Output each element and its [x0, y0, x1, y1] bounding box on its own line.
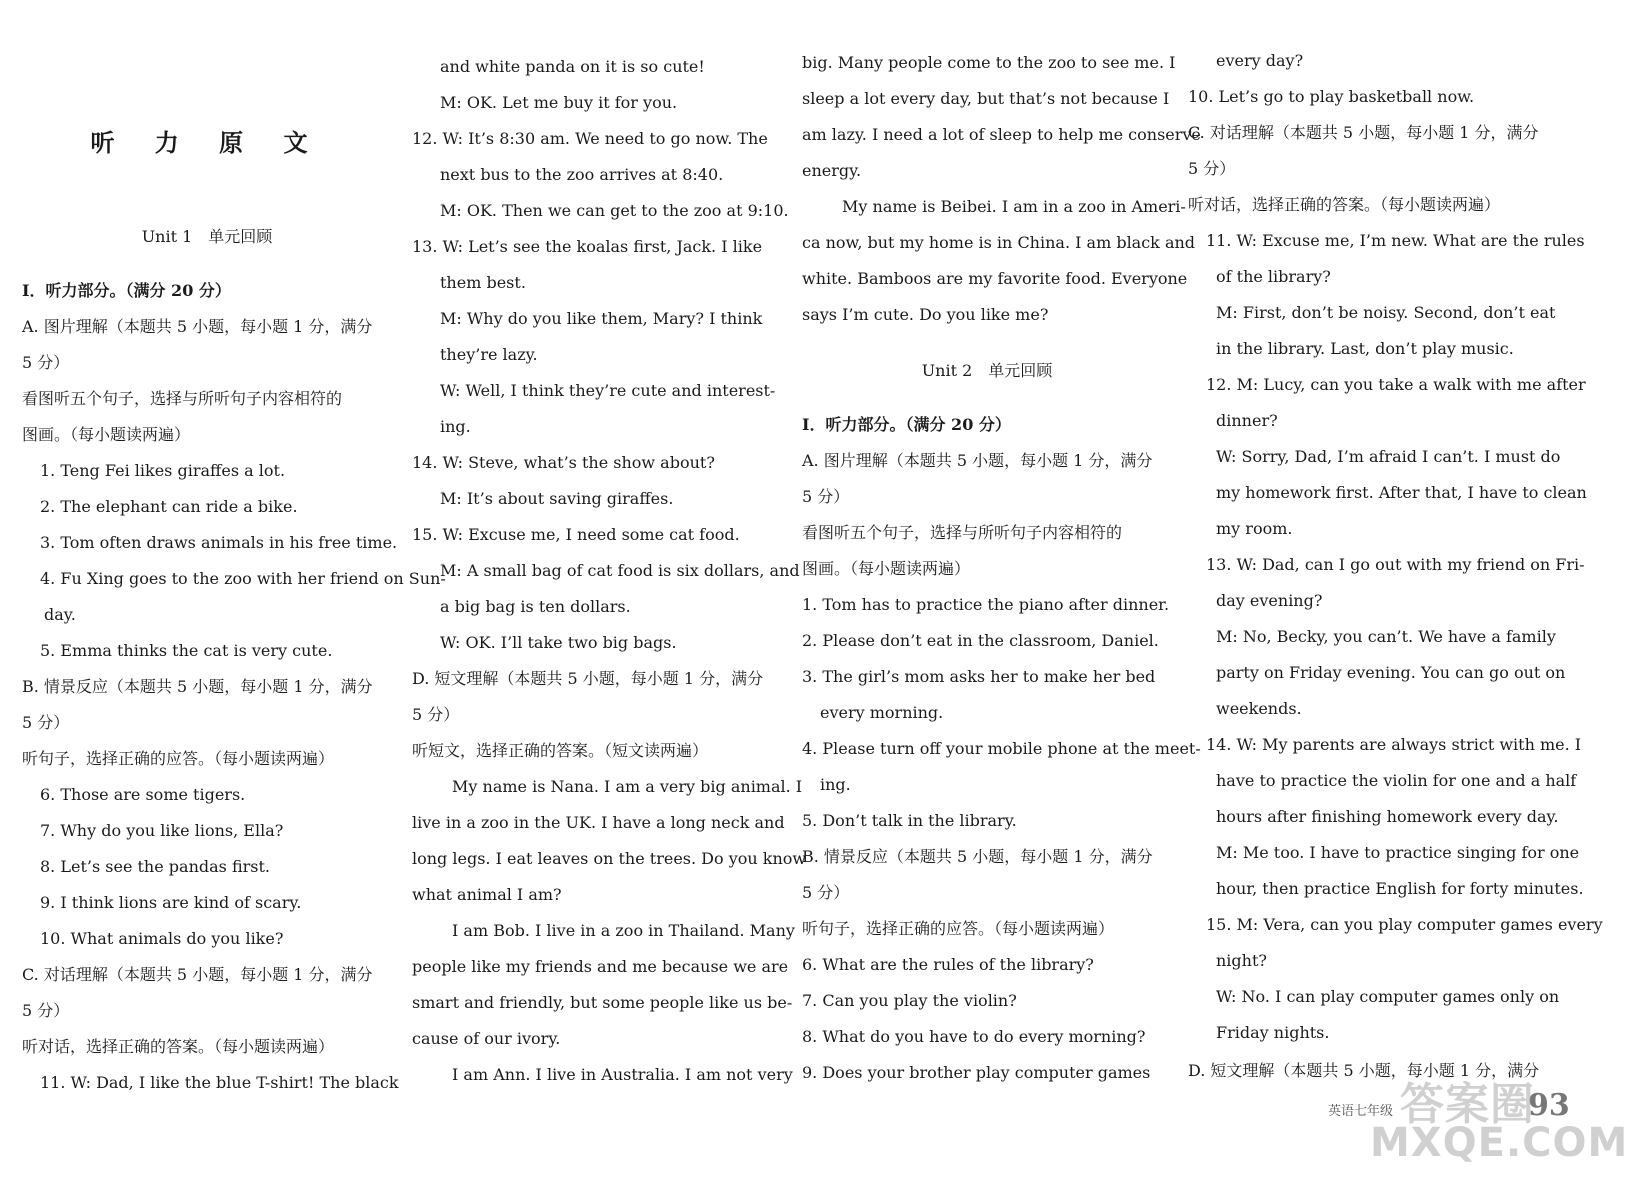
text-line: D. 短文理解（本题共 5 小题，每小题 1 分，满分 — [412, 669, 764, 688]
text-line: 看图听五个句子，选择与所听句子内容相符的 — [802, 523, 1123, 542]
footer-book-label: 英语七年级 — [1328, 1104, 1394, 1119]
text-line: 5 分） — [22, 353, 70, 372]
text-line: I am Ann. I live in Australia. I am not very — [452, 1065, 793, 1084]
text-line: 7. Can you play the violin? — [802, 991, 1017, 1010]
unit2-heading: Unit 2 单元回顾 — [921, 361, 1053, 380]
text-line: M: A small bag of cat food is six dollars, and — [440, 561, 800, 580]
text-line: 5 分） — [22, 713, 70, 732]
text-line: ing. — [820, 775, 851, 794]
text-line: 看图听五个句子，选择与所听句子内容相符的 — [22, 389, 343, 408]
text-line: 5 分） — [802, 487, 850, 506]
text-line: 5 分） — [802, 883, 850, 902]
unit1-heading: Unit 1 单元回顾 — [141, 227, 273, 246]
text-line: 5 分） — [22, 1001, 70, 1020]
text-line: I am Bob. I live in a zoo in Thailand. Many — [452, 921, 795, 940]
text-line: 9. I think lions are kind of scary. — [40, 893, 302, 912]
text-line: my homework first. After that, I have to clean — [1216, 483, 1587, 502]
text-line: 听短文，选择正确的答案。（短文读两遍） — [412, 741, 709, 760]
text-line: 3. The girl’s mom asks her to make her bed — [802, 667, 1156, 686]
watermark-url: MXQE.COM — [1370, 1120, 1628, 1166]
text-line: 11. W: Dad, I like the blue T-shirt! The black — [40, 1073, 399, 1092]
text-line: B. 情景反应（本题共 5 小题，每小题 1 分，满分 — [802, 847, 1153, 866]
text-line: day evening? — [1216, 591, 1323, 610]
text-line: 1. Tom has to practice the piano after dinner. — [802, 595, 1170, 614]
text-line: them best. — [440, 273, 526, 292]
text-line: smart and friendly, but some people like us be- — [412, 993, 793, 1012]
text-line: Friday nights. — [1216, 1023, 1330, 1042]
text-line: 8. What do you have to do every morning? — [802, 1027, 1146, 1046]
text-line: 6. Those are some tigers. — [40, 785, 246, 804]
text-line: have to practice the violin for one and a half — [1216, 771, 1577, 790]
text-line: A. 图片理解（本题共 5 小题，每小题 1 分，满分 — [22, 317, 373, 336]
text-line: 12. W: It’s 8:30 am. We need to go now. The — [412, 129, 768, 148]
text-line: every morning. — [820, 703, 944, 722]
text-line: 15. W: Excuse me, I need some cat food. — [412, 525, 740, 544]
text-line: 7. Why do you like lions, Ella? — [40, 821, 284, 840]
text-line: of the library? — [1216, 267, 1331, 286]
text-line: 5. Emma thinks the cat is very cute. — [40, 641, 333, 660]
text-line: and white panda on it is so cute! — [440, 57, 705, 76]
text-line: 12. M: Lucy, can you take a walk with me after — [1206, 375, 1586, 394]
text-line: M: OK. Let me buy it for you. — [440, 93, 678, 112]
text-line: 6. What are the rules of the library? — [802, 955, 1094, 974]
text-line: weekends. — [1216, 699, 1302, 718]
text-line: day. — [44, 605, 76, 624]
text-line: 4. Fu Xing goes to the zoo with her friend on Sun- — [40, 569, 446, 588]
text-line: in the library. Last, don’t play music. — [1216, 339, 1514, 358]
text-line: party on Friday evening. You can go out on — [1216, 663, 1566, 682]
text-line: every day? — [1216, 51, 1304, 70]
text-line: hours after finishing homework every day. — [1216, 807, 1559, 826]
text-line: night? — [1216, 951, 1267, 970]
text-line: 13. W: Dad, can I go out with my friend on Fri- — [1206, 555, 1585, 574]
text-line: my room. — [1216, 519, 1293, 538]
text-line: they’re lazy. — [440, 345, 538, 364]
text-line: 5 分） — [1188, 159, 1236, 178]
text-line: 9. Does your brother play computer games — [802, 1063, 1151, 1082]
text-line: 2. The elephant can ride a bike. — [40, 497, 298, 516]
text-line: C. 对话理解（本题共 5 小题，每小题 1 分，满分 — [1188, 123, 1539, 142]
text-line: 5. Don’t talk in the library. — [802, 811, 1017, 830]
text-line: 10. Let’s go to play basketball now. — [1188, 87, 1475, 106]
text-line: D. 短文理解（本题共 5 小题，每小题 1 分，满分 — [1188, 1061, 1540, 1080]
text-line: 5 分） — [412, 705, 460, 724]
text-line: energy. — [802, 161, 862, 180]
text-line: ca now, but my home is in China. I am black and — [802, 233, 1196, 252]
text-line: 10. What animals do you like? — [40, 929, 284, 948]
text-line: M: First, don’t be noisy. Second, don’t eat — [1216, 303, 1556, 322]
text-line: A. 图片理解（本题共 5 小题，每小题 1 分，满分 — [802, 451, 1153, 470]
text-line: 1. Teng Fei likes giraffes a lot. — [40, 461, 286, 480]
text-line: My name is Beibei. I am in a zoo in Ameri- — [842, 197, 1186, 216]
text-line: what animal I am? — [412, 885, 562, 904]
text-line: 听句子，选择正确的应答。（每小题读两遍） — [22, 749, 335, 768]
text-line: M: Me too. I have to practice singing for one — [1216, 843, 1580, 862]
text-line: sleep a lot every day, but that’s not because I — [802, 89, 1170, 108]
page-number: 93 — [1528, 1088, 1570, 1123]
text-line: 14. W: My parents are always strict with me. I — [1206, 735, 1582, 754]
text-line: 15. M: Vera, can you play computer games every — [1206, 915, 1603, 934]
text-line: M: It’s about saving giraffes. — [440, 489, 674, 508]
text-line: M: Why do you like them, Mary? I think — [440, 309, 763, 328]
text-line: M: OK. Then we can get to the zoo at 9:10. — [440, 201, 789, 220]
text-line: 听对话，选择正确的答案。（每小题读两遍） — [22, 1037, 335, 1056]
text-line: W: OK. I’ll take two big bags. — [440, 633, 677, 652]
text-line: hour, then practice English for forty minutes. — [1216, 879, 1584, 898]
text-line: 13. W: Let’s see the koalas first, Jack. I like — [412, 237, 763, 256]
text-line: says I’m cute. Do you like me? — [802, 305, 1049, 324]
text-line: long legs. I eat leaves on the trees. Do you know — [412, 849, 807, 868]
watermark-logo: 答案圈 — [1400, 1079, 1535, 1130]
text-line: cause of our ivory. — [412, 1029, 561, 1048]
text-line: 4. Please turn off your mobile phone at the meet- — [802, 739, 1201, 758]
text-line: 听句子，选择正确的应答。（每小题读两遍） — [802, 919, 1115, 938]
text-line: people like my friends and me because we are — [412, 957, 789, 976]
text-line: W: Sorry, Dad, I’m afraid I can’t. I must do — [1216, 447, 1561, 466]
text-line: C. 对话理解（本题共 5 小题，每小题 1 分，满分 — [22, 965, 373, 984]
text-line: next bus to the zoo arrives at 8:40. — [440, 165, 724, 184]
text-line: 图画。（每小题读两遍） — [22, 425, 191, 444]
text-line: big. Many people come to the zoo to see me. I — [802, 53, 1176, 72]
text-line: 8. Let’s see the pandas first. — [40, 857, 270, 876]
text-line: W: Well, I think they’re cute and interest- — [440, 381, 776, 400]
section-heading: I．听力部分。（满分 20 分） — [22, 281, 231, 300]
text-line: white. Bamboos are my favorite food. Everyone — [802, 269, 1188, 288]
text-line: My name is Nana. I am a very big animal. I — [452, 777, 803, 796]
text-line: 11. W: Excuse me, I’m new. What are the rules — [1206, 231, 1585, 250]
text-line: 3. Tom often draws animals in his free time. — [40, 533, 398, 552]
text-line: W: No. I can play computer games only on — [1216, 987, 1560, 1006]
text-line: a big bag is ten dollars. — [440, 597, 631, 616]
text-line: ing. — [440, 417, 471, 436]
text-line: 听对话，选择正确的答案。（每小题读两遍） — [1188, 195, 1501, 214]
page-title: 听 力 原 文 — [90, 128, 324, 157]
text-line: am lazy. I need a lot of sleep to help me conserve — [802, 125, 1201, 144]
text-line: 2. Please don’t eat in the classroom, Daniel. — [802, 631, 1159, 650]
text-line: live in a zoo in the UK. I have a long neck and — [412, 813, 785, 832]
text-line: M: No, Becky, you can’t. We have a family — [1216, 627, 1556, 646]
text-line: dinner? — [1216, 411, 1278, 430]
text-line: 图画。（每小题读两遍） — [802, 559, 971, 578]
section-heading: I．听力部分。（满分 20 分） — [802, 415, 1011, 434]
text-line: B. 情景反应（本题共 5 小题，每小题 1 分，满分 — [22, 677, 373, 696]
text-line: 14. W: Steve, what’s the show about? — [412, 453, 715, 472]
